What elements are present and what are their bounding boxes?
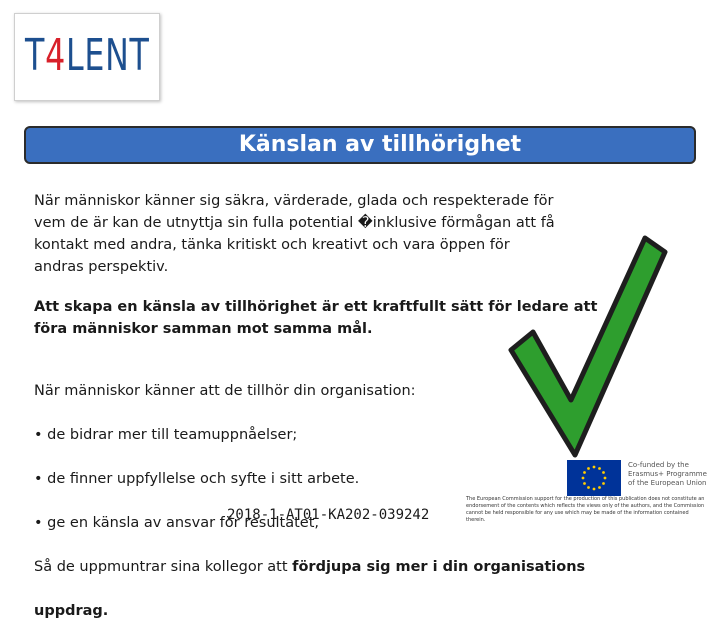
eu-flag-icon	[567, 460, 621, 496]
paragraph-intro: När människor känner sig säkra, värderade, glada och respekterade för vem de är kan de utnyttja sin fulla potential �inklusive förmågan att få kontakt med andra, tänka kritiskt och kreativt och vara öppen för andras perspektiv.	[34, 193, 555, 275]
logo-four: 4	[45, 30, 66, 81]
slide-title: Känslan av tillhörighet	[238, 132, 522, 157]
t4lent-logo	[14, 13, 160, 101]
logo-t: T	[25, 30, 46, 81]
logo-wordmark	[25, 31, 150, 81]
bullet-item: • de bidrar mer till teamuppnåelser;	[34, 427, 298, 443]
logo-lent: LENT	[65, 30, 150, 81]
closing-line	[34, 556, 634, 578]
bullet-item: • de finner uppfyllelse och syfte i sitt arbete.	[34, 471, 360, 487]
eu-funding-text: Co-funded by the Erasmus+ Programme of the European Union	[628, 461, 707, 487]
paragraph-leaders: Att skapa en känsla av tillhörighet är ett kraftfullt sätt för ledare att föra människor samman mot samma mål.	[34, 299, 598, 337]
closing-plain: Så de uppmuntrar sina kollegor att	[34, 559, 293, 575]
closing-bold: fördjupa sig mer i din organisations	[292, 559, 586, 575]
bullet-item: • ge en känsla av ansvar för resultatet,	[34, 515, 320, 531]
belonging-intro: När människor känner att de tillhör din organisation:	[34, 383, 416, 399]
grant-number: 2018-1-AT01-KA202-039242	[227, 507, 430, 523]
title-banner	[24, 126, 696, 164]
eu-disclaimer: The European Commission support for the production of this publication does not constitute an endorsement of the contents which reflects the views only of the authors, and the Commission cannot be held responsible for any use which may be made of the information contained therein.	[466, 496, 705, 523]
closing-end: uppdrag.	[34, 603, 109, 619]
